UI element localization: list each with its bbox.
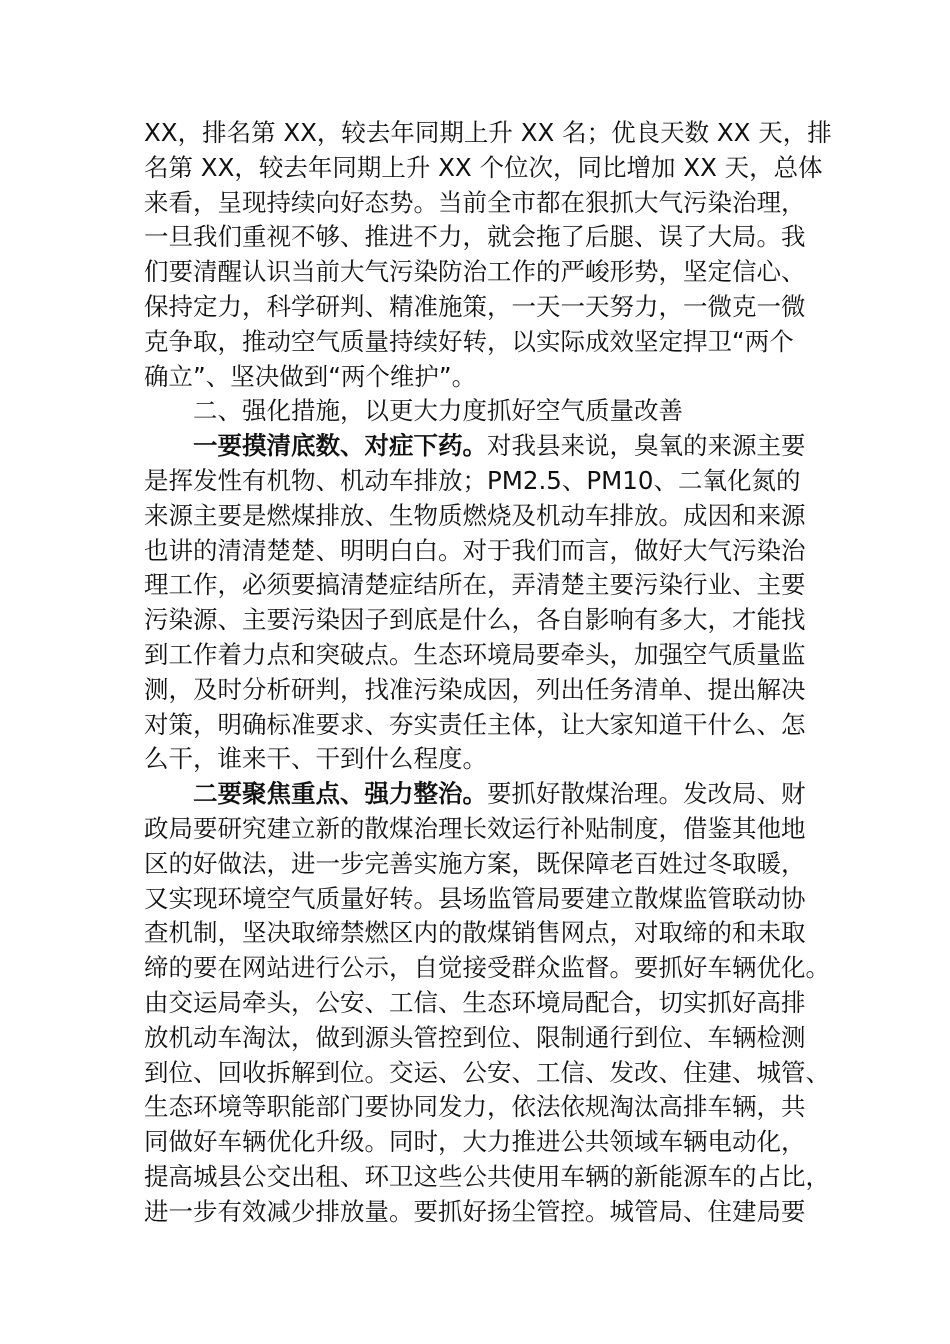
text-line: 又实现环境空气质量好转。县场监管局要建立散煤监管联动协 [144, 883, 806, 913]
bold-lead-text: 一要摸清底数、对症下药。 [193, 431, 487, 461]
bold-lead-text: 二要聚焦重点、强力整治。 [193, 779, 487, 809]
text-line: 进一步有效减少排放量。要抓好扬尘管控。城管局、住建局要 [144, 1196, 806, 1226]
text-line: 一旦我们重视不够、推进不力，就会拖了后腿、误了大局。我 [144, 222, 806, 252]
text-line: 同做好车辆优化升级。同时，大力推进公共领域车辆电动化， [144, 1127, 806, 1157]
text-line: 是挥发性有机物、机动车排放；PM2.5、PM10、二氧化氮的 [144, 465, 801, 495]
text-line: 名第 XX，较去年同期上升 XX 个位次，同比增加 XX 天，总体 [144, 152, 823, 182]
text-line: 政局要研究建立新的散煤治理长效运行补贴制度，借鉴其他地 [144, 813, 806, 843]
document-body [144, 116, 834, 1230]
paragraph-survey-baseline [144, 429, 834, 777]
text-line: 也讲的清清楚楚、明明白白。对于我们而言，做好大气污染治 [144, 535, 806, 565]
text-line: 区的好做法，进一步完善实施方案，既保障老百姓过冬取暖， [144, 848, 806, 878]
text-line: 提高城县公交出租、环卫这些公共使用车辆的新能源车的占比， [144, 1161, 830, 1191]
text-line: 缔的要在网站进行公示，自觉接受群众监督。要抓好车辆优化。 [144, 953, 830, 983]
text-line: 由交运局牵头，公安、工信、生态环境局配合，切实抓好高排 [144, 987, 806, 1017]
text-line: 来看，呈现持续向好态势。当前全市都在狠抓大气污染治理， [144, 187, 806, 217]
text-line: 查机制，坚决取缔禁燃区内的散煤销售网点，对取缔的和未取 [144, 918, 806, 948]
text-line: 到位、回收拆解到位。交运、公安、工信、发改、住建、城管、 [144, 1057, 830, 1087]
paragraph-continuation [144, 116, 834, 394]
text-line: 们要清醒认识当前大气污染防治工作的严峻形势，坚定信心、 [144, 257, 806, 287]
text-line: 理工作，必须要搞清楚症结所在，弄清楚主要污染行业、主要 [144, 570, 806, 600]
text-line: XX，排名第 XX，较去年同期上升 XX 名；优良天数 XX 天，排 [144, 118, 832, 147]
section-heading: 二、强化措施，以更大力度抓好空气质量改善 [193, 396, 683, 426]
text-line: 来源主要是燃煤排放、生物质燃烧及机动车排放。成因和来源 [144, 500, 806, 530]
text-line: 测，及时分析研判，找准污染成因，列出任务清单、提出解决 [144, 674, 806, 704]
text-line: 生态环境等职能部门要协同发力，依法依规淘汰高排车辆，共 [144, 1092, 806, 1122]
first-line-rest: 对我县来说，臭氧的来源主要 [487, 431, 806, 461]
paragraph-first-line [144, 777, 834, 812]
text-line: 对策，明确标准要求、夯实责任主体，让大家知道干什么、怎 [144, 709, 806, 739]
paragraph-first-line [144, 429, 834, 464]
text-line: 确立”、坚决做到“两个维护”。 [144, 361, 477, 391]
text-line: 保持定力，科学研判、精准施策，一天一天努力，一微克一微 [144, 291, 806, 321]
paragraph-focus-rectification [144, 777, 834, 1229]
first-line-rest: 要抓好散煤治理。发改局、财 [487, 779, 806, 809]
text-line: 放机动车淘汰，做到源头管控到位、限制通行到位、车辆检测 [144, 1022, 806, 1052]
text-line: 污染源、主要污染因子到底是什么，各自影响有多大，才能找 [144, 605, 806, 635]
text-line: 克争取，推动空气质量持续好转，以实际成效坚定捍卫“两个 [144, 326, 794, 356]
text-line: 到工作着力点和突破点。生态环境局要牵头，加强空气质量监 [144, 639, 806, 669]
text-line: 么干，谁来干、干到什么程度。 [144, 744, 487, 774]
